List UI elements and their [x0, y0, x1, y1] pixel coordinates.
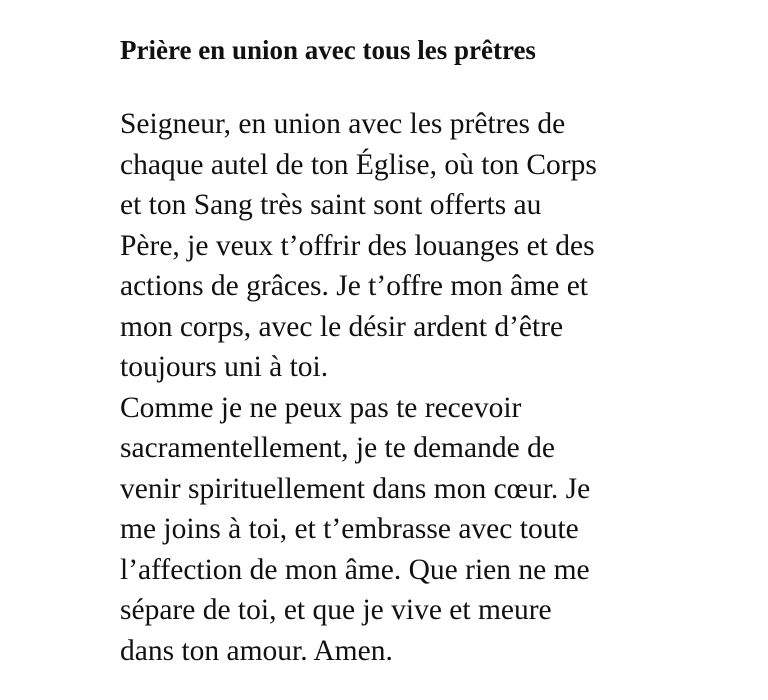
prayer-line: Comme je ne peux pas te recevoir — [120, 391, 522, 424]
prayer-line: me joins à toi, et t’embrasse avec toute — [120, 513, 579, 545]
prayer-body — [120, 104, 680, 671]
prayer-line: toujours uni à toi. — [120, 351, 329, 383]
prayer-title: Prière en union avec tous les prêtres — [120, 35, 536, 65]
prayer-line: Père, je veux t’offrir des louanges et des — [120, 229, 595, 262]
prayer-line: sépare de toi, et que je vive et meure — [120, 594, 552, 626]
prayer-line: l’affection de mon âme. Que rien ne me — [120, 553, 590, 586]
prayer-line: Seigneur, en union avec les prêtres de — [120, 108, 566, 140]
prayer-line: et ton Sang très saint sont offerts au — [120, 189, 542, 221]
prayer-line: sacramentellement, je te demande de — [120, 432, 555, 464]
prayer-line: dans ton amour. Amen. — [120, 634, 393, 667]
prayer-line: actions de grâces. Je t’offre mon âme et — [120, 270, 588, 302]
prayer-line: venir spirituellement dans mon cœur. Je — [120, 472, 591, 505]
prayer-line: mon corps, avec le désir ardent d’être — [120, 310, 564, 343]
prayer-line: chaque autel de ton Église, où ton Corps — [120, 148, 597, 181]
